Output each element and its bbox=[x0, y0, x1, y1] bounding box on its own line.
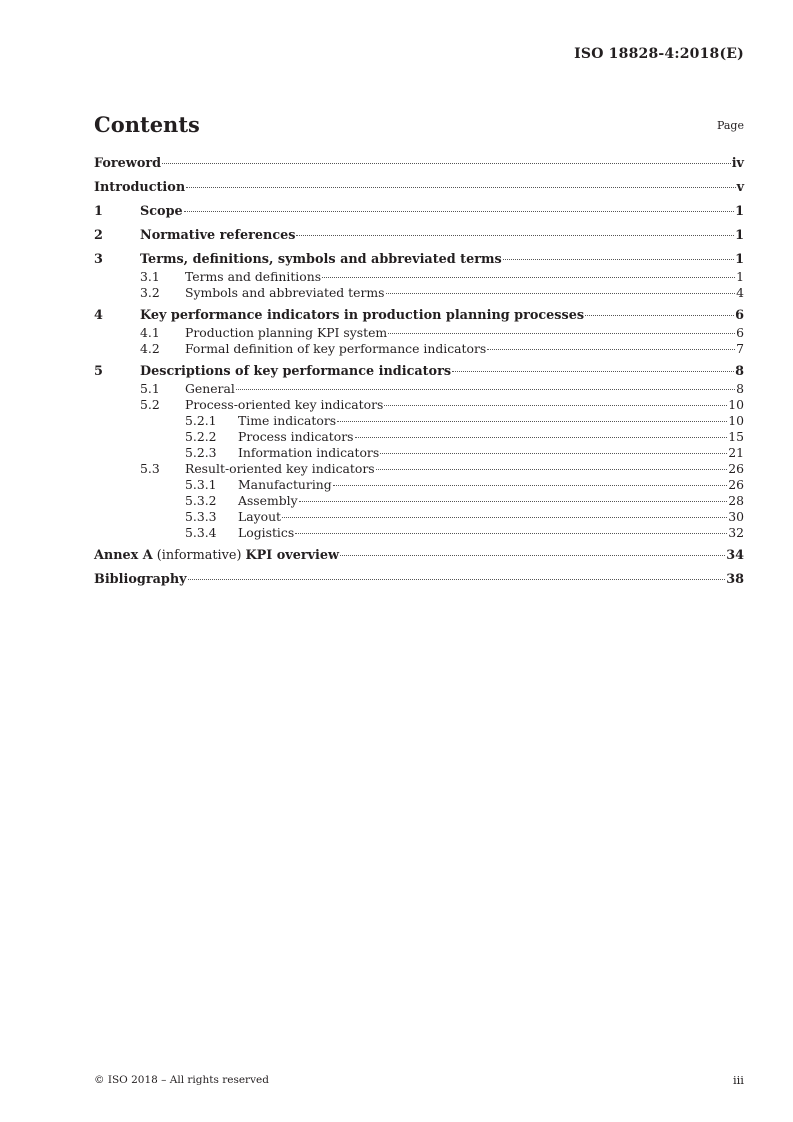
dot-leader bbox=[162, 163, 731, 164]
toc-entry[interactable] bbox=[94, 525, 744, 541]
toc-entry-title-start: Annex A bbox=[94, 548, 153, 563]
dot-leader bbox=[296, 235, 734, 236]
toc-entry-page: 8 bbox=[735, 364, 744, 379]
toc-entry-title: Assembly bbox=[238, 493, 298, 508]
toc-entry-title: Introduction bbox=[94, 180, 186, 195]
dot-leader bbox=[386, 293, 736, 294]
table-of-contents bbox=[94, 155, 744, 589]
page-number: iii bbox=[732, 1073, 744, 1087]
toc-entry-number: 5 bbox=[94, 364, 103, 379]
dot-leader bbox=[186, 187, 735, 188]
toc-entry-number: 5.3.1 bbox=[185, 477, 217, 492]
toc-entry[interactable] bbox=[94, 179, 744, 197]
toc-entry[interactable] bbox=[94, 155, 744, 173]
toc-entry-page: 1 bbox=[735, 252, 744, 267]
toc-entry-number: 5.2.3 bbox=[185, 445, 217, 460]
toc-entry-number: 5.2.1 bbox=[185, 413, 217, 428]
toc-entry-page: 21 bbox=[728, 445, 744, 460]
toc-entry-number: 5.3 bbox=[140, 461, 160, 476]
toc-entry-title: Manufacturing bbox=[238, 477, 332, 492]
toc-entry-title: Descriptions of key performance indicators bbox=[140, 364, 452, 379]
toc-entry-page: 1 bbox=[735, 228, 744, 243]
toc-entry-page: 30 bbox=[728, 509, 744, 524]
toc-entry-number: 2 bbox=[94, 228, 103, 243]
toc-entry-title-note: (informative) bbox=[152, 548, 246, 563]
toc-entry-number: 4.2 bbox=[140, 341, 160, 356]
toc-entry-title: Scope bbox=[140, 204, 183, 219]
toc-entry[interactable] bbox=[94, 285, 744, 301]
toc-entry-number: 5.3.2 bbox=[185, 493, 217, 508]
toc-entry-page: 6 bbox=[735, 308, 744, 323]
dot-leader bbox=[188, 579, 726, 580]
toc-entry-number: 5.3.4 bbox=[185, 525, 217, 540]
toc-entry-page: 10 bbox=[728, 413, 744, 428]
toc-entry[interactable] bbox=[94, 547, 744, 565]
toc-entry-page: 7 bbox=[736, 341, 744, 356]
toc-entry-title: Terms and definitions bbox=[185, 269, 322, 284]
toc-entry-title: General bbox=[185, 381, 235, 396]
dot-leader bbox=[299, 501, 728, 502]
toc-entry-number: 5.3.3 bbox=[185, 509, 217, 524]
toc-entry-title: Symbols and abbreviated terms bbox=[185, 285, 385, 300]
toc-entry[interactable] bbox=[94, 413, 744, 429]
dot-leader bbox=[585, 315, 734, 316]
toc-entry-number: 1 bbox=[94, 204, 103, 219]
toc-entry-page: 8 bbox=[736, 381, 744, 396]
toc-entry[interactable] bbox=[94, 325, 744, 341]
copyright-notice: © ISO 2018 – All rights reserved bbox=[94, 1074, 269, 1086]
toc-entry-page: 15 bbox=[728, 429, 744, 444]
toc-entry-title bbox=[94, 547, 339, 565]
dot-leader bbox=[388, 333, 735, 334]
toc-entry-page: 28 bbox=[728, 493, 744, 508]
toc-entry-page: 6 bbox=[736, 325, 744, 340]
toc-entry-number: 5.1 bbox=[140, 381, 160, 396]
toc-entry-page: 32 bbox=[728, 525, 744, 540]
toc-entry[interactable] bbox=[94, 429, 744, 445]
toc-entry[interactable] bbox=[94, 397, 744, 413]
toc-entry[interactable] bbox=[94, 203, 744, 221]
dot-leader bbox=[184, 211, 734, 212]
toc-entry-number: 3 bbox=[94, 252, 103, 267]
toc-entry-title: Process-oriented key indicators bbox=[185, 397, 384, 412]
toc-entry[interactable] bbox=[94, 227, 744, 245]
toc-entry-number: 4 bbox=[94, 308, 103, 323]
toc-entry-title-end: KPI overview bbox=[245, 548, 340, 563]
page-title: Contents bbox=[94, 112, 200, 137]
toc-entry-page: 1 bbox=[735, 204, 744, 219]
toc-entry[interactable] bbox=[94, 477, 744, 493]
toc-entry[interactable] bbox=[94, 461, 744, 477]
toc-entry-title: Time indicators bbox=[238, 413, 337, 428]
toc-entry[interactable] bbox=[94, 307, 744, 325]
dot-leader bbox=[380, 453, 727, 454]
dot-leader bbox=[333, 485, 728, 486]
toc-entry-page: v bbox=[736, 180, 744, 195]
toc-entry-title: Logistics bbox=[238, 525, 295, 540]
toc-entry[interactable] bbox=[94, 363, 744, 381]
toc-entry-page: 34 bbox=[726, 548, 744, 563]
dot-leader bbox=[236, 389, 735, 390]
toc-entry[interactable] bbox=[94, 493, 744, 509]
toc-entry-number: 3.2 bbox=[140, 285, 160, 300]
toc-entry-page: 4 bbox=[736, 285, 744, 300]
toc-entry-page: 10 bbox=[728, 397, 744, 412]
toc-entry-number: 5.2 bbox=[140, 397, 160, 412]
dot-leader bbox=[355, 437, 728, 438]
toc-entry[interactable] bbox=[94, 251, 744, 269]
toc-entry-title: Terms, definitions, symbols and abbreviated terms bbox=[140, 252, 502, 267]
toc-entry-title: Formal definition of key performance indicators bbox=[185, 341, 487, 356]
toc-entry-page: 1 bbox=[736, 269, 744, 284]
toc-entry[interactable] bbox=[94, 571, 744, 589]
dot-leader bbox=[340, 555, 725, 556]
toc-entry-page: 26 bbox=[728, 477, 744, 492]
toc-entry-page: 26 bbox=[728, 461, 744, 476]
toc-entry-number: 3.1 bbox=[140, 269, 160, 284]
toc-entry-title: Result-oriented key indicators bbox=[185, 461, 375, 476]
toc-entry-page: iv bbox=[731, 156, 744, 171]
toc-entry-title: Process indicators bbox=[238, 429, 354, 444]
toc-entry-title: Key performance indicators in production planning processes bbox=[140, 308, 585, 323]
toc-entry-number: 4.1 bbox=[140, 325, 160, 340]
toc-entry-title: Production planning KPI system bbox=[185, 325, 388, 340]
dot-leader bbox=[376, 469, 728, 470]
toc-entry-page: 38 bbox=[726, 572, 744, 587]
dot-leader bbox=[295, 533, 727, 534]
dot-leader bbox=[322, 277, 735, 278]
dot-leader bbox=[487, 349, 735, 350]
dot-leader bbox=[503, 259, 734, 260]
dot-leader bbox=[452, 371, 734, 372]
toc-entry[interactable] bbox=[94, 269, 744, 285]
toc-entry-title: Information indicators bbox=[238, 445, 380, 460]
document-id: ISO 18828-4:2018(E) bbox=[574, 46, 744, 62]
toc-entry-title: Foreword bbox=[94, 156, 162, 171]
toc-entry[interactable] bbox=[94, 381, 744, 397]
toc-entry[interactable] bbox=[94, 445, 744, 461]
toc-entry-title: Normative references bbox=[140, 228, 296, 243]
dot-leader bbox=[282, 517, 727, 518]
dot-leader bbox=[384, 405, 727, 406]
toc-entry-number: 5.2.2 bbox=[185, 429, 217, 444]
page-column-label: Page bbox=[716, 119, 744, 132]
dot-leader bbox=[337, 421, 727, 422]
toc-entry[interactable] bbox=[94, 509, 744, 525]
toc-entry[interactable] bbox=[94, 341, 744, 357]
toc-entry-title: Bibliography bbox=[94, 572, 187, 587]
toc-entry-title: Layout bbox=[238, 509, 282, 524]
